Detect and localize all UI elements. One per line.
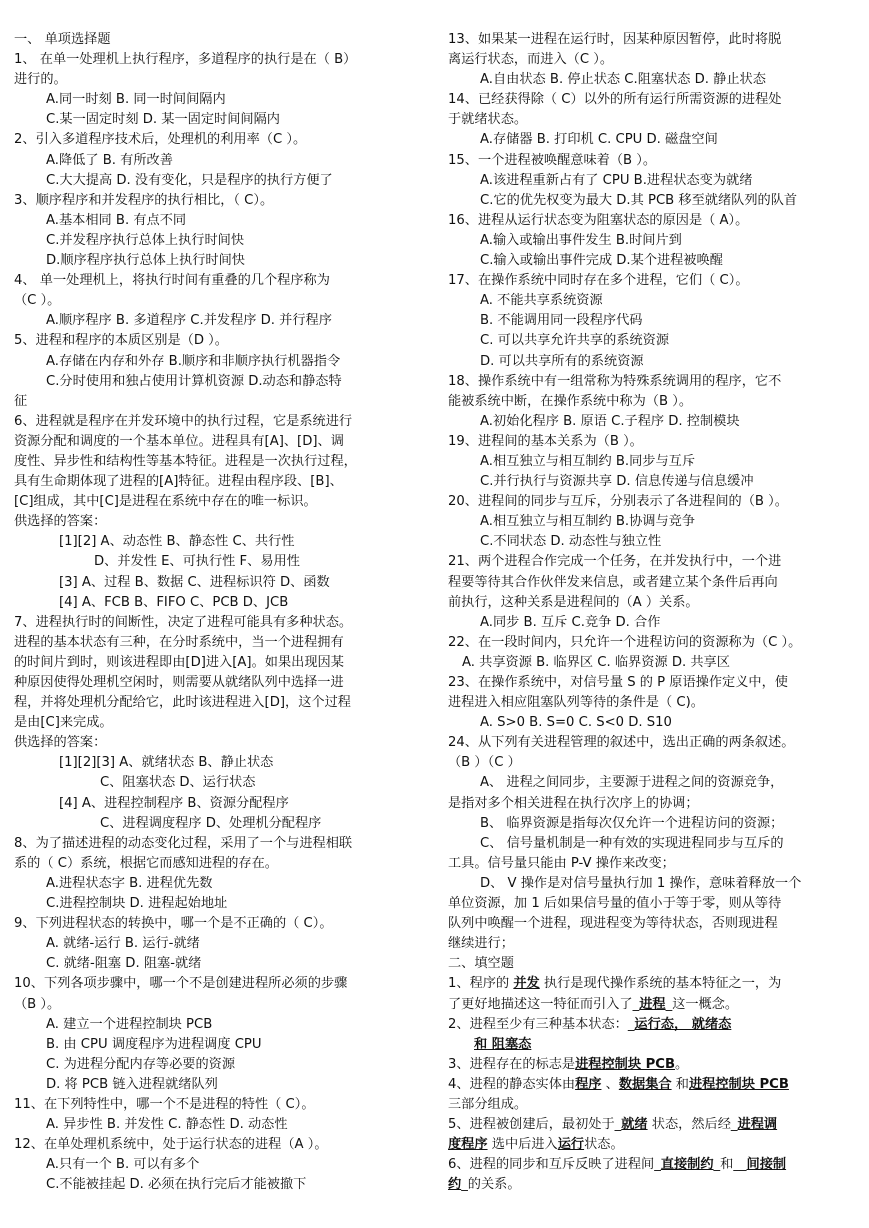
text-line: C.输入或输出事件完成 D.某个进程被唤醒 xyxy=(480,253,723,269)
text-line: [3] A、过程 B、数据 C、进程标识符 D、函数 xyxy=(59,574,330,590)
fill-question-1-cont: 了更好地描述这一特征而引入了_进程_这一概念。 xyxy=(448,996,739,1012)
text-line: 18、操作系统中有一组常称为特殊系统调用的程序，它不 xyxy=(448,373,782,389)
text-line: C.某一固定时刻 D. 某一固定时间间隔内 xyxy=(46,112,280,128)
text-line: [1][2][3] A、就绪状态 B、静止状态 xyxy=(59,755,274,771)
text-line: 种原因使得处理机空闲时，则需要从就绪队列中选择一进 xyxy=(14,675,344,690)
text-line: C. 为进程分配内存等必要的资源 xyxy=(46,1056,236,1072)
fill-question-6: 6、进程的同步和互斥反映了进程间_直接制约_和__间接制 xyxy=(448,1157,787,1173)
text-line: 是由[C]来完成。 xyxy=(14,715,113,731)
text-line: D、并发性 E、可执行性 F、易用性 xyxy=(94,554,300,570)
text-line: A. 就绪-运行 B. 运行-就绪 xyxy=(46,936,200,952)
text-line: C、 信号量机制是一种有效的实现进程同步与互斥的 xyxy=(480,835,784,851)
text-line: [4] A、FCB B、FIFO C、PCB D、JCB xyxy=(59,594,289,610)
text-line: 离运行状态，而进入（C ）。 xyxy=(448,52,614,68)
text-line: A.基本相同 B. 有点不同 xyxy=(46,212,187,228)
text-line: 7、进程执行时的间断性，决定了进程可能具有多种状态。 xyxy=(14,614,353,630)
text-line: 14、已经获得除（ C）以外的所有运行所需资源的进程处 xyxy=(448,92,782,108)
text-line: 21、两个进程合作完成一个任务，在并发执行中，一个进 xyxy=(448,554,782,570)
text-line: B、 临界资源是指每次仅允许一个进程访问的资源； xyxy=(480,815,784,831)
text-line: 4、 单一处理机上，将执行时间有重叠的几个程序称为 xyxy=(14,273,330,289)
text-line: 工具。信号量只能由 P-V 操作来改变； xyxy=(448,855,675,871)
fill-question-3: 3、进程存在的标志是进程控制块 PCB。 xyxy=(448,1056,689,1072)
text-line: 11、在下列特性中，哪一个不是进程的特性（ C）。 xyxy=(14,1096,315,1112)
fill-question-6-cont: 约_的关系。 xyxy=(448,1177,521,1193)
answer-blank: 进程控制块 PCB xyxy=(575,1056,676,1072)
text-line: 是指对多个相关进程在执行次序上的协调； xyxy=(448,795,699,811)
text-line: 进程进入相应阻塞队列等待的条件是（ C)。 xyxy=(448,695,704,711)
answer-blank: 直接制约 xyxy=(660,1157,714,1173)
text-line: A.输入或输出事件发生 B.时间片到 xyxy=(480,232,682,248)
text-line: 3、顺序程序和并发程序的执行相比，（ C）。 xyxy=(14,192,274,208)
text-line: 程，并将处理机分配给它，此时该进程进入[D]，这个过程 xyxy=(14,695,351,711)
text-line: D. 可以共享所有的系统资源 xyxy=(480,353,644,369)
text-line: C、阻塞状态 D、运行状态 xyxy=(100,775,256,791)
text-line: 5、进程和程序的本质区别是（D ）。 xyxy=(14,333,228,349)
text-line: C.并发程序执行总体上执行时间快 xyxy=(46,232,245,248)
text-line: D.顺序程序执行总体上执行时间快 xyxy=(46,253,245,269)
text-line: C.它的优先权变为最大 D.其 PCB 移至就绪队列的队首 xyxy=(480,192,798,208)
text-line: A. 建立一个进程控制块 PCB xyxy=(46,1016,213,1032)
text-line: 23、在操作系统中，对信号量 S 的 P 原语操作定义中，使 xyxy=(448,675,788,690)
text-line: 能被系统中断，在操作系统中称为（B ）。 xyxy=(448,393,693,409)
text-line: A. S>0 B. S=0 C. S<0 D. S10 xyxy=(480,715,672,731)
text-line: 具有生命期体现了进程的[A]特征。进程由程序段、[B]、 xyxy=(14,474,343,490)
text-line: 6、进程就是程序在并发环境中的执行过程，它是系统进行 xyxy=(14,413,353,429)
answer-blank: 并发 xyxy=(513,976,540,992)
text-line: 系的（ C）系统，根据它而感知进程的存在。 xyxy=(14,855,278,871)
text-line: A、 进程之间同步，主要源于进程之间的资源竞争， xyxy=(480,775,784,791)
text-line: 队列中唤醒一个进程，现进程变为等待状态，否则现进程 xyxy=(448,916,778,932)
answer-blank: 和 阻塞态 xyxy=(474,1036,532,1052)
text-line: （C ）。 xyxy=(14,293,61,309)
fill-question-2-cont xyxy=(448,1035,860,1055)
text-line: 8、为了描述进程的动态变化过程，采用了一个与进程相联 xyxy=(14,835,353,851)
section-heading: 二、填空题 xyxy=(448,956,514,972)
text-line: A.顺序程序 B. 多道程序 C.并发程序 D. 并行程序 xyxy=(46,313,332,329)
text-line: 继续进行； xyxy=(448,936,514,952)
text-line: D. 将 PCB 链入进程就绪队列 xyxy=(46,1076,218,1092)
fill-question-2: 2、进程至少有三种基本状态：_运行态， 就绪态 xyxy=(448,1016,732,1032)
text-line: [C]组成，其中[C]是进程在系统中存在的唯一标识。 xyxy=(14,494,317,510)
text-line: 13、如果某一进程在运行时，因某种原因暂停，此时将脱 xyxy=(448,32,782,47)
fill-question-5: 5、进程被创建后，最初处于_就绪 状态，然后经_进程调 xyxy=(448,1117,778,1133)
text-line: A.进程状态字 B. 进程优先数 xyxy=(46,875,213,891)
text-line: 一、 单项选择题 xyxy=(14,32,111,47)
fill-blank-section xyxy=(448,954,860,1195)
text-line: 程要等待其合作伙伴发来信息，或者建立某个条件后再向 xyxy=(448,574,778,590)
answer-blank: 约 xyxy=(448,1177,462,1193)
answer-blank: 程序 xyxy=(575,1076,602,1092)
text-line: 10、下列各项步骤中，哪一个不是创建进程所必须的步骤 xyxy=(14,976,348,992)
text-line: 前执行，这种关系是进程间的（A ）关系。 xyxy=(448,594,699,610)
text-line: 进行的。 xyxy=(14,72,67,88)
text-line: A.存储在内存和外存 B.顺序和非顺序执行机器指令 xyxy=(46,353,341,369)
fill-question-4-cont: 三部分组成。 xyxy=(448,1096,528,1112)
text-line: 进程的基本状态有三种，在分时系统中，当一个进程拥有 xyxy=(14,634,344,650)
text-line: 20、进程间的同步与互斥，分别表示了各进程间的（B ）。 xyxy=(448,494,788,510)
text-line: 1、 在单一处理机上执行程序，多道程序的执行是在（ B） xyxy=(14,52,357,68)
text-line: A.初始化程序 B. 原语 C.子程序 D. 控制模块 xyxy=(480,413,740,429)
text-line: 度性、异步性和结构性等基本特征。进程是一次执行过程， xyxy=(14,453,357,469)
left-column xyxy=(14,30,426,1195)
answer-blank: 度程序 xyxy=(448,1137,488,1153)
text-line: A.同步 B. 互斥 C.竞争 D. 合作 xyxy=(480,614,661,630)
text-line: A.该进程重新占有了 CPU B.进程状态变为就绪 xyxy=(480,172,753,188)
answer-blank: 运行 xyxy=(557,1137,585,1153)
choice-questions-continued xyxy=(448,30,860,954)
text-line: C. 就绪-阻塞 D. 阻塞-就绪 xyxy=(46,956,202,972)
text-line: 15、一个进程被唤醒意味着（B ）。 xyxy=(448,152,657,168)
text-line: C、进程调度程序 D、处理机分配程序 xyxy=(100,815,322,831)
text-line: 2、引入多道程序技术后，处理机的利用率（C ）。 xyxy=(14,132,307,148)
text-line: D、 V 操作是对信号量执行加 1 操作，意味着释放一个 xyxy=(480,875,802,891)
text-line: 22、在一段时间内，只允许一个进程访问的资源称为（C ）。 xyxy=(448,634,802,650)
right-column xyxy=(448,30,860,1195)
text-line: （B ）。 xyxy=(14,996,61,1012)
text-line: [4] A、进程控制程序 B、资源分配程序 xyxy=(59,795,289,811)
text-line: 16、进程从运行状态变为阻塞状态的原因是（ A）。 xyxy=(448,212,749,228)
fill-question-4: 4、进程的静态实体由程序 、数据集合 和进程控制块 PCB xyxy=(448,1076,789,1092)
text-line: 于就绪状态。 xyxy=(448,112,528,128)
text-line: A.只有一个 B. 可以有多个 xyxy=(46,1157,200,1173)
fill-question-5-cont: 度程序 选中后进入运行状态。 xyxy=(448,1137,624,1153)
text-line: A. 不能共享系统资源 xyxy=(480,293,603,309)
text-line: C.进程控制块 D. 进程起始地址 xyxy=(46,896,228,912)
answer-blank: 就绪 xyxy=(621,1117,648,1133)
text-line: B. 由 CPU 调度程序为进程调度 CPU xyxy=(46,1036,262,1052)
text-line: C.大大提高 D. 没有变化，只是程序的执行方便了 xyxy=(46,172,333,188)
text-line: A.相互独立与相互制约 B.协调与竞争 xyxy=(480,514,696,530)
answer-blank: 间接制 xyxy=(746,1157,787,1173)
answer-blank: 进程调 xyxy=(737,1117,778,1133)
text-line: 9、下列进程状态的转换中，哪一个是不正确的（ C）。 xyxy=(14,916,333,932)
text-line: B. 不能调用同一段程序代码 xyxy=(480,313,643,329)
text-line: 征 xyxy=(14,393,28,409)
text-line: A.相互独立与相互制约 B.同步与互斥 xyxy=(480,453,696,469)
text-line: 17、在操作系统中同时存在多个进程，它们（ C）。 xyxy=(448,273,749,289)
text-line: C.并行执行与资源共享 D. 信息传递与信息缓冲 xyxy=(480,474,754,490)
text-line: 24、从下列有关进程管理的叙述中，选出正确的两条叙述。 xyxy=(448,735,795,751)
text-line: 供选择的答案： xyxy=(14,514,107,530)
text-line: 的时间片到时，则该进程即由[D]进入[A]。如果出现因某 xyxy=(14,654,344,670)
text-line: A.同一时刻 B. 同一时间间隔内 xyxy=(46,92,226,108)
text-line: 19、进程间的基本关系为（B ）。 xyxy=(448,433,643,449)
text-line: 供选择的答案： xyxy=(14,735,107,751)
text-line: C. 可以共享允许共享的系统资源 xyxy=(480,333,670,349)
text-line: A. 异步性 B. 并发性 C. 静态性 D. 动态性 xyxy=(46,1117,288,1133)
text-line: A. 共享资源 B. 临界区 C. 临界资源 D. 共享区 xyxy=(462,654,730,670)
text-line: A.自由状态 B. 停止状态 C.阻塞状态 D. 静止状态 xyxy=(480,72,766,88)
answer-blank: 数据集合 xyxy=(618,1076,672,1092)
text-line: 单位资源，加 1 后如果信号量的值小于等于零，则从等待 xyxy=(448,896,782,912)
text-line: C.分时使用和独占使用计算机资源 D.动态和静态特 xyxy=(46,373,342,389)
text-line: 资源分配和调度的一个基本单位。进程具有[A]、[D]、调 xyxy=(14,433,344,449)
text-line: [1][2] A、动态性 B、静态性 C、共行性 xyxy=(59,534,295,550)
answer-blank: 进程控制块 PCB xyxy=(688,1076,789,1092)
text-line: A.降低了 B. 有所改善 xyxy=(46,152,173,168)
fill-question-1: 1、程序的 并发 执行是现代操作系统的基本特征之一，为 xyxy=(448,976,782,992)
text-line: （B ）（C ） xyxy=(448,755,521,771)
text-line: 12、在单处理机系统中，处于运行状态的进程（A ）。 xyxy=(14,1137,328,1153)
answer-blank: 进程 xyxy=(639,996,666,1012)
text-line: A.存储器 B. 打印机 C. CPU D. 磁盘空间 xyxy=(480,132,718,148)
text-line: C.不能被挂起 D. 必须在执行完后才能被撤下 xyxy=(46,1177,307,1193)
answer-blank: 运行态， 就绪态 xyxy=(634,1016,732,1032)
text-line: C.不同状态 D. 动态性与独立性 xyxy=(480,534,662,550)
